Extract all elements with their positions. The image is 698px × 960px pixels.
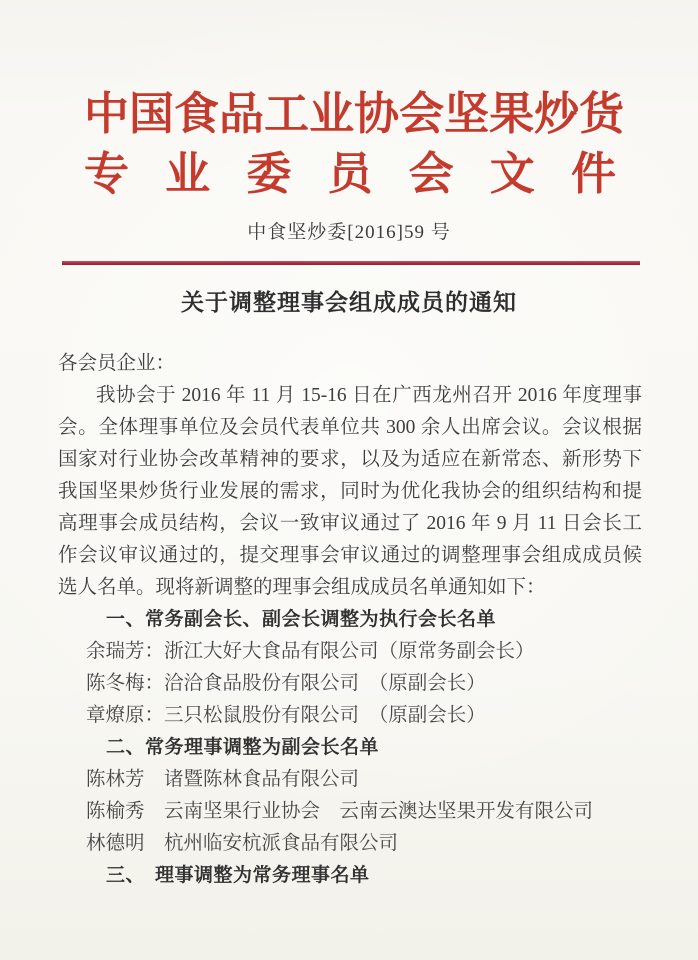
member-item: 余瑞芳：浙江大好大食品有限公司（原常务副会长） <box>86 641 535 662</box>
member-item: 陈林芳 诸暨陈林食品有限公司 <box>86 769 360 790</box>
paragraph-line: 我协会于 2016 年 11 月 15-16 日在广西龙州召开 2016 年度理事 <box>96 385 642 406</box>
paragraph-line: 国家对行业协会改革精神的要求，以及为适应在新常态、新形势下 <box>58 449 642 470</box>
section1-heading: 一、常务副会长、副会长调整为执行会长名单 <box>106 609 497 630</box>
member-item: 章燎原：三只松鼠股份有限公司 （原副会长） <box>86 705 486 726</box>
paragraph-line: 我国坚果炒货行业发展的需求，同时为优化我协会的组织结构和提 <box>58 481 642 502</box>
paragraph-line: 选人名单。现将新调整的理事会组成成员名单通知如下： <box>58 577 546 598</box>
section2-heading: 二、常务理事调整为副会长名单 <box>106 737 380 758</box>
document-title: 关于调整理事会组成成员的通知 <box>181 290 517 315</box>
document-body <box>58 348 642 892</box>
red-divider-rule <box>62 261 640 265</box>
document-number: 中食坚炒委[2016]59 号 <box>247 222 451 243</box>
letterhead <box>84 89 625 199</box>
member-item: 陈冬梅：洽洽食品股份有限公司 （原副会长） <box>86 673 486 694</box>
member-item: 林德明 杭州临安杭派食品有限公司 <box>86 833 399 854</box>
letterhead-line1: 中 国 食 品 工 业 协 会 坚 果 炒 货 <box>84 89 625 139</box>
paragraph-line: 高理事会成员结构，会议一致审议通过了 2016 年 9 月 11 日会长工 <box>58 513 642 534</box>
section3-heading: 三、 理事调整为常务理事名单 <box>106 865 370 886</box>
paragraph-line: 作会议审议通过的，提交理事会审议通过的调整理事会组成成员候 <box>58 545 642 566</box>
paragraph-line: 会。全体理事单位及会员代表单位共 300 余人出席会议。会议根据 <box>58 417 642 438</box>
member-item: 陈榆秀 云南坚果行业协会 云南云澳达坚果开发有限公司 <box>86 801 594 822</box>
letterhead-line2: 专 业 委 员 会 文 件 <box>84 148 616 199</box>
salutation: 各会员企业： <box>58 353 176 374</box>
